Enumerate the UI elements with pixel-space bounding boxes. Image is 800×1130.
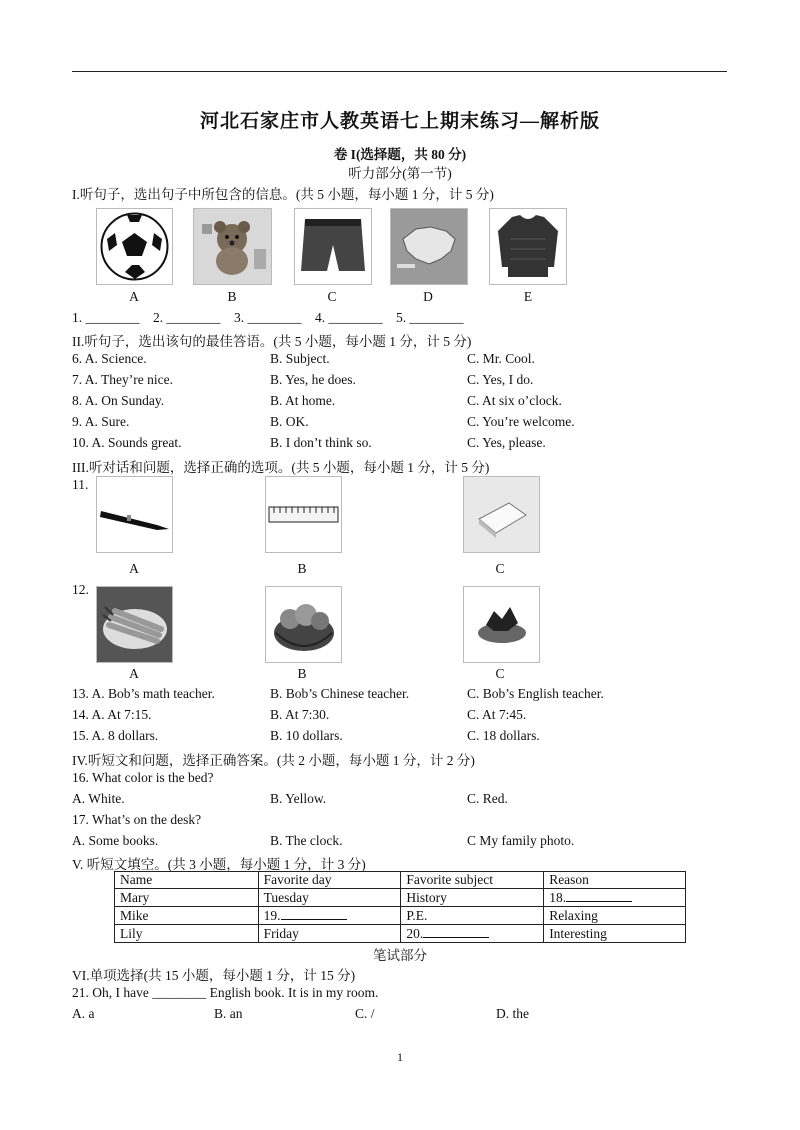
carrots-icon — [96, 586, 173, 663]
question-option: C. At six o’clock. — [467, 393, 562, 408]
blank-number: 18. — [549, 890, 567, 905]
question-option: C. You’re welcome. — [467, 414, 575, 429]
answer-blanks: 1. ________ 2. ________ 3. ________ 4. ________ 5. ________ — [72, 310, 464, 325]
image-label-d: D — [423, 289, 433, 304]
table-header: Favorite subject — [401, 872, 544, 889]
image-label-a: A — [129, 561, 139, 576]
table-header: Name — [115, 872, 259, 889]
blank-number: 19. — [263, 908, 281, 923]
question-number-11: 11. — [72, 477, 89, 492]
question-option: A. White. — [72, 791, 125, 806]
question-option: C. At 7:45. — [467, 707, 527, 722]
shorts-icon — [294, 208, 372, 285]
question-21: 21. Oh, I have ________ English book. It is in my room. — [72, 985, 379, 1000]
table-header: Favorite day — [258, 872, 401, 889]
table-cell-blank[interactable] — [258, 907, 401, 925]
question-option: 13. A. Bob’s math teacher. — [72, 686, 215, 701]
table-cell: Friday — [258, 925, 401, 943]
table-row — [115, 907, 686, 925]
question-option: B. The clock. — [270, 833, 343, 848]
question-option: C. / — [355, 1006, 375, 1021]
table-cell: Mary — [115, 889, 259, 907]
section3-instruction: III.听对话和问题，选择正确的选项。(共 5 小题，每小题 1 分，计 5 分) — [72, 460, 490, 475]
question-option: C My family photo. — [467, 833, 575, 848]
question-option: C. 18 dollars. — [467, 728, 540, 743]
question-option: B. I don’t think so. — [270, 435, 372, 450]
question-17: 17. What’s on the desk? — [72, 812, 202, 827]
question-option: B. At home. — [270, 393, 336, 408]
question-option: 14. A. At 7:15. — [72, 707, 152, 722]
question-option: C. Mr. Cool. — [467, 351, 535, 366]
question-option: B. Bob’s Chinese teacher. — [270, 686, 410, 701]
question-option: A. Some books. — [72, 833, 159, 848]
listening-heading: 听力部分(第一节) — [348, 166, 452, 181]
question-option: B. OK. — [270, 414, 309, 429]
table-row — [115, 925, 686, 943]
answer-blank[interactable] — [423, 925, 489, 938]
table-cell: Tuesday — [258, 889, 401, 907]
chicken-dish-icon — [463, 586, 540, 663]
question-option: C. Yes, please. — [467, 435, 546, 450]
question-option: 8. A. On Sunday. — [72, 393, 165, 408]
image-label-b: B — [297, 561, 307, 576]
question-option: B. At 7:30. — [270, 707, 330, 722]
table-cell-blank[interactable] — [401, 925, 544, 943]
ruler-icon — [265, 476, 342, 553]
sweater-icon — [489, 208, 567, 285]
image-label-a: A — [129, 289, 139, 304]
table-cell: Lily — [115, 925, 259, 943]
question-option: B. Yes, he does. — [270, 372, 356, 387]
image-label-b: B — [297, 666, 307, 681]
image-label-a: A — [129, 666, 139, 681]
question-number-12: 12. — [72, 582, 89, 597]
image-label-c: C — [495, 666, 505, 681]
question-option: C. Bob’s English teacher. — [467, 686, 604, 701]
section1-instruction: I.听句子，选出句子中所包含的信息。(共 5 小题，每小题 1 分，计 5 分) — [72, 187, 494, 202]
page-number: 1 — [397, 1050, 403, 1064]
bread-basket-icon — [265, 586, 342, 663]
question-16: 16. What color is the bed? — [72, 770, 214, 785]
table-cell: Interesting — [544, 925, 686, 943]
question-option: 7. A. They’re nice. — [72, 372, 173, 387]
eraser-icon — [463, 476, 540, 553]
question-option: C. Yes, I do. — [467, 372, 534, 387]
blank-number: 20. — [406, 926, 424, 941]
question-option: B. Yellow. — [270, 791, 327, 806]
section6-instruction: VI.单项选择(共 15 小题，每小题 1 分，计 15 分) — [72, 968, 356, 983]
table-cell: P.E. — [401, 907, 544, 925]
section4-instruction: IV.听短文和问题，选择正确答案。(共 2 小题，每小题 1 分，计 2 分) — [72, 753, 475, 768]
table-cell: History — [401, 889, 544, 907]
question-option: A. a — [72, 1006, 95, 1021]
question-option: 6. A. Science. — [72, 351, 147, 366]
question-option: 15. A. 8 dollars. — [72, 728, 159, 743]
question-option: 9. A. Sure. — [72, 414, 130, 429]
question-option: 10. A. Sounds great. — [72, 435, 182, 450]
image-label-c: C — [327, 289, 337, 304]
answer-blank[interactable] — [566, 889, 632, 902]
soccer-ball-icon — [96, 208, 173, 285]
table-header: Reason — [544, 872, 686, 889]
table-cell: Mike — [115, 907, 259, 925]
written-heading: 笔试部分 — [373, 948, 427, 963]
question-option: B. 10 dollars. — [270, 728, 343, 743]
table-row — [115, 889, 686, 907]
question-option: D. the — [496, 1006, 529, 1021]
question-option: B. an — [214, 1006, 243, 1021]
section2-instruction: II.听句子，选出该句的最佳答语。(共 5 小题，每小题 1 分，计 5 分) — [72, 334, 472, 349]
pen-icon — [96, 476, 173, 553]
header-rule — [72, 71, 727, 72]
fill-in-table — [114, 871, 686, 943]
teddy-bear-icon — [193, 208, 272, 285]
question-option: B. Subject. — [270, 351, 330, 366]
table-header-row — [115, 872, 686, 889]
table-cell-blank[interactable] — [544, 889, 686, 907]
paper-subtitle: 卷 I(选择题，共 80 分) — [333, 147, 467, 162]
image-label-c: C — [495, 561, 505, 576]
image-label-b: B — [227, 289, 237, 304]
china-map-icon — [390, 208, 468, 285]
image-label-e: E — [523, 289, 533, 304]
answer-blank[interactable] — [281, 907, 347, 920]
question-option: C. Red. — [467, 791, 508, 806]
page-title: 河北石家庄市人教英语七上期末练习—解析版 — [199, 111, 600, 132]
table-cell: Relaxing — [544, 907, 686, 925]
section5-instruction: V. 听短文填空。(共 3 小题，每小题 1 分，计 3 分) — [72, 857, 366, 872]
